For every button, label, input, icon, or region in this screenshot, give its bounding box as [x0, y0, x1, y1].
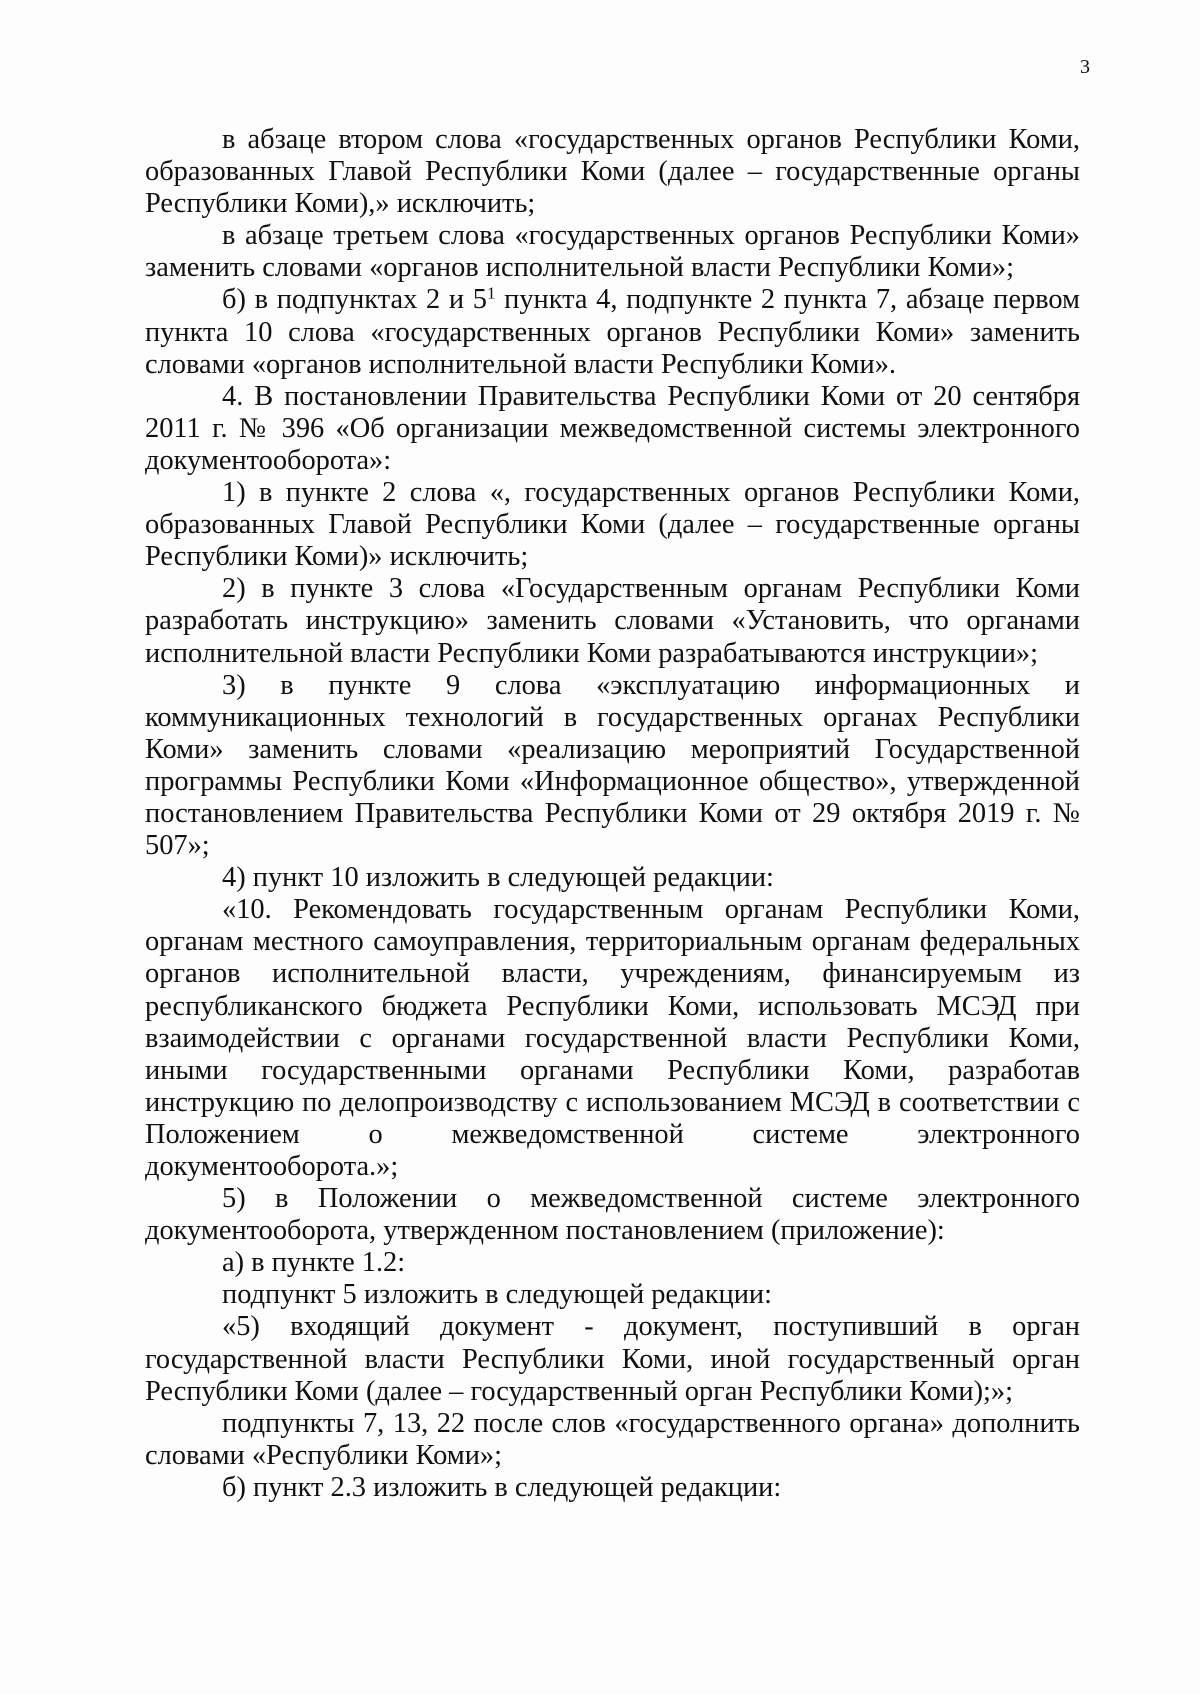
paragraph-subitem-5: 5) в Положении о межведомственной системе электронного документооборота, утвержденном постановлением (приложение): — [145, 1183, 1080, 1247]
document-body — [145, 124, 1080, 1504]
paragraph-subitem-b-start: б) в подпунктах 2 и 5 — [222, 284, 487, 316]
paragraph-abzac-tretem: в абзаце третьем слова «государственных органов Республики Коми» заменить словами «органов исполнительной власти Республики Коми»; — [145, 220, 1080, 284]
paragraph-new-podpunkt-5: «5) входящий документ - документ, поступивший в орган государственной власти Республики Коми, иной государственный орган Республики Коми (далее – государственный орган Республики Коми);»; — [145, 1311, 1080, 1407]
paragraph-subitem-b — [145, 284, 1080, 380]
paragraph-new-item-10: «10. Рекомендовать государственным органам Республики Коми, органам местного самоуправления, территориальным органам федеральных органов исполнительной власти, учреждениям, финансируемым из республиканского бюджета Республики Коми, использовать МСЭД при взаимодействии с органами государственной власти Республики Коми, иными государственными органами Республики Коми, разработав инструкцию по делопроизводству с использованием МСЭД в соответствии с Положением о межведомственной системе электронного документооборота.»; — [145, 894, 1080, 1182]
paragraph-subitem-3: 3) в пункте 9 слова «эксплуатацию информационных и коммуникационных технологий в государственных органах Республики Коми» заменить словами «реализацию мероприятий Государственной программы Республики Коми «Информационное общество», утвержденной постановлением Правительства Республики Коми от 29 октября 2019 г. № 507»; — [145, 669, 1080, 862]
paragraph-subitem-a: а) в пункте 1.2: — [222, 1247, 406, 1279]
paragraph-subitem-4: 4) пункт 10 изложить в следующей редакции: — [222, 862, 774, 894]
paragraph-subitem-1: 1) в пункте 2 слова «, государственных органов Республики Коми, образованных Главой Республики Коми (далее – государственные органы Республики Коми)» исключить; — [145, 477, 1080, 573]
paragraph-item-4: 4. В постановлении Правительства Республики Коми от 20 сентября 2011 г. № 396 «Об организации межведомственной системы электронного документооборота»: — [145, 380, 1080, 476]
superscript-one: 1 — [486, 284, 496, 304]
paragraph-subitem-b-end: пункта 4, подпункте 2 пункта 7, абзаце первом пункта 10 слова «государственных органов Республики Коми» заменить словами «органов исполнительной власти Республики Коми». — [145, 284, 1080, 380]
paragraph-podpunkt-5-intro: подпункт 5 изложить в следующей редакции: — [222, 1279, 772, 1311]
paragraph-abzac-vtorom: в абзаце втором слова «государственных органов Республики Коми, образованных Главой Республики Коми (далее – государственные органы Республики Коми),» исключить; — [145, 124, 1080, 220]
paragraph-subitem-2: 2) в пункте 3 слова «Государственным органам Республики Коми разработать инструкцию» заменить словами «Установить, что органами исполнительной власти Республики Коми разрабатываются инструкции»; — [145, 573, 1080, 669]
page-number: 3 — [1080, 56, 1090, 78]
paragraph-podpunkty-7-13-22: подпункты 7, 13, 22 после слов «государственного органа» дополнить словами «Республики Коми»; — [145, 1407, 1080, 1471]
paragraph-subitem-b-2-3: б) пункт 2.3 изложить в следующей редакции: — [222, 1471, 782, 1503]
